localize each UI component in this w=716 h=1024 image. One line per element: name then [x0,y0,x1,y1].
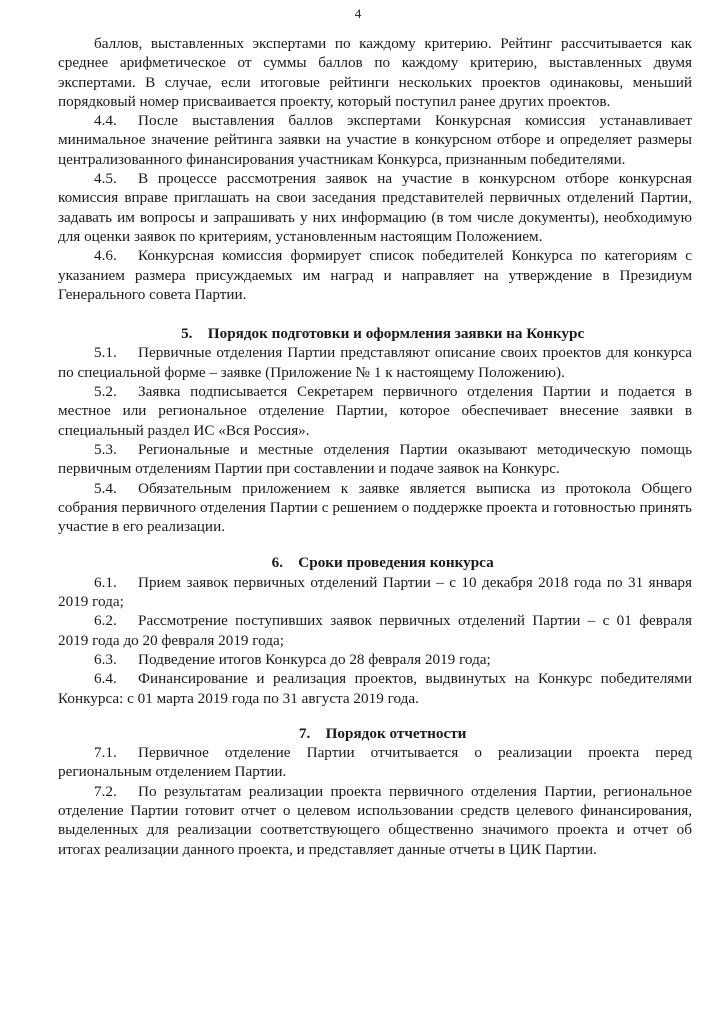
paragraph-text: Обязательным приложением к заявке является выписка из протокола Общего собрания первичного отделения Партии с решением о поддержке проекта и готовностью принять участие в его реализации. [58,479,692,536]
paragraph-text: Первичные отделения Партии представляют описание своих проектов для конкурса по специальной форме – заявке (Приложение № 1 к настоящему Положению). [58,344,692,381]
paragraph-4-5 [58,169,692,246]
paragraph-number: 6.2. [94,612,117,630]
paragraph-text: В процессе рассмотрения заявок на участие в конкурсном отборе конкурсная комиссия вправе приглашать на свои заседания представителей первичных отделений Партии, задавать им вопросы и запрашивать у них информацию (в том числе документы), необходимую для оценки заявок по критериям, установленным настоящим Положением. [58,170,692,245]
paragraph-6-4 [58,669,692,708]
paragraph-text: Финансирование и реализация проектов, выдвинутых на Конкурс победителями Конкурса: с 01 марта 2019 года по 31 августа 2019 года. [58,670,692,707]
section-heading-5 [58,324,692,343]
paragraph-text: Рассмотрение поступивших заявок первичных отделений Партии – с 01 февраля 2019 года до 20 февраля 2019 года; [58,612,692,649]
paragraph-6-2 [58,611,692,650]
section-heading-6 [58,553,692,572]
paragraph-number: 5.2. [94,383,117,401]
paragraph-number: 6.3. [94,650,117,668]
section-title: Порядок подготовки и оформления заявки на Конкурс [207,325,585,343]
paragraph-6-1 [58,573,692,612]
paragraph-5-3 [58,440,692,479]
section-number: 5. [181,325,193,343]
paragraph-6-3 [58,650,692,669]
paragraph-number: 6.1. [94,573,117,591]
paragraph-number: 4.6. [94,247,117,265]
paragraph-7-1 [58,743,692,782]
paragraph-text: Первичное отделение Партии отчитывается о реализации проекта перед региональным отделением Партии. [58,744,692,781]
paragraph-7-2 [58,782,692,859]
paragraph-5-2 [58,382,692,440]
paragraph-text: Подведение итогов Конкурса до 28 февраля 2019 года; [138,650,491,668]
paragraph-number: 4.4. [94,112,117,130]
section-number: 7. [298,724,311,742]
paragraph-number: 6.4. [94,670,117,688]
section-number: 6. [271,554,283,572]
paragraph-text: Заявка подписывается Секретарем первичного отделения Партии и подается в местное или региональное отделение Партии, которое обеспечивает внесение заявки в специальный раздел ИС «Вся Россия». [58,383,692,439]
paragraph-number: 5.3. [94,440,117,458]
paragraph-number: 7.2. [94,782,117,800]
paragraph-text: После выставления баллов экспертами Конкурсная комиссия устанавливает минимальное значение рейтинга заявки на участие в конкурсном отборе и определяет размеры централизованного финансирования участникам Конкурса, признанным победителями. [58,112,692,168]
section-title: Порядок отчетности [325,724,467,742]
paragraph-5-4 [58,479,692,537]
paragraph-number: 4.5. [94,170,117,188]
paragraph-number: 5.1. [94,344,117,362]
paragraph-text: По результатам реализации проекта первичного отделения Партии, региональное отделение Партии готовит отчет о целевом использовании средств целевого финансирования, выделенных для реализации соответствующего общественно значимого проекта и отчет об итогах реализации данного проекта, и представляет данные отчеты в ЦИК Партии. [58,782,692,858]
paragraph-text: Региональные и местные отделения Партии оказывают методическую помощь первичным отделениям Партии при составлении и подаче заявок на Конкурс. [58,440,692,478]
paragraph-5-1 [58,343,692,382]
document-body [58,34,692,859]
paragraph-text: Прием заявок первичных отделений Партии – с 10 декабря 2018 года по 31 января 2019 года; [58,573,692,611]
paragraph-4-4 [58,111,692,169]
section-title: Сроки проведения конкурса [298,554,494,572]
page-number: 4 [354,6,362,21]
paragraph-text: баллов, выставленных экспертами по каждому критерию. Рейтинг рассчитывается как среднее арифметическое от суммы баллов по каждому критерию, выставленных двумя экспертами. В случае, если итоговые рейтинги нескольких проектов одинаковы, меньший порядковый номер присваивается проекту, который поступил ранее других проектов. [58,35,692,110]
paragraph-text: Конкурсная комиссия формирует список победителей Конкурса по категориям с указанием размера присуждаемых им наград и направляет на утверждение в Президиум Генерального совета Партии. [58,247,692,303]
section-heading-7 [58,724,692,743]
paragraph-number: 7.1. [94,744,117,762]
paragraph-4-6 [58,246,692,304]
paragraph-continuation [58,34,692,111]
paragraph-number: 5.4. [94,479,117,497]
